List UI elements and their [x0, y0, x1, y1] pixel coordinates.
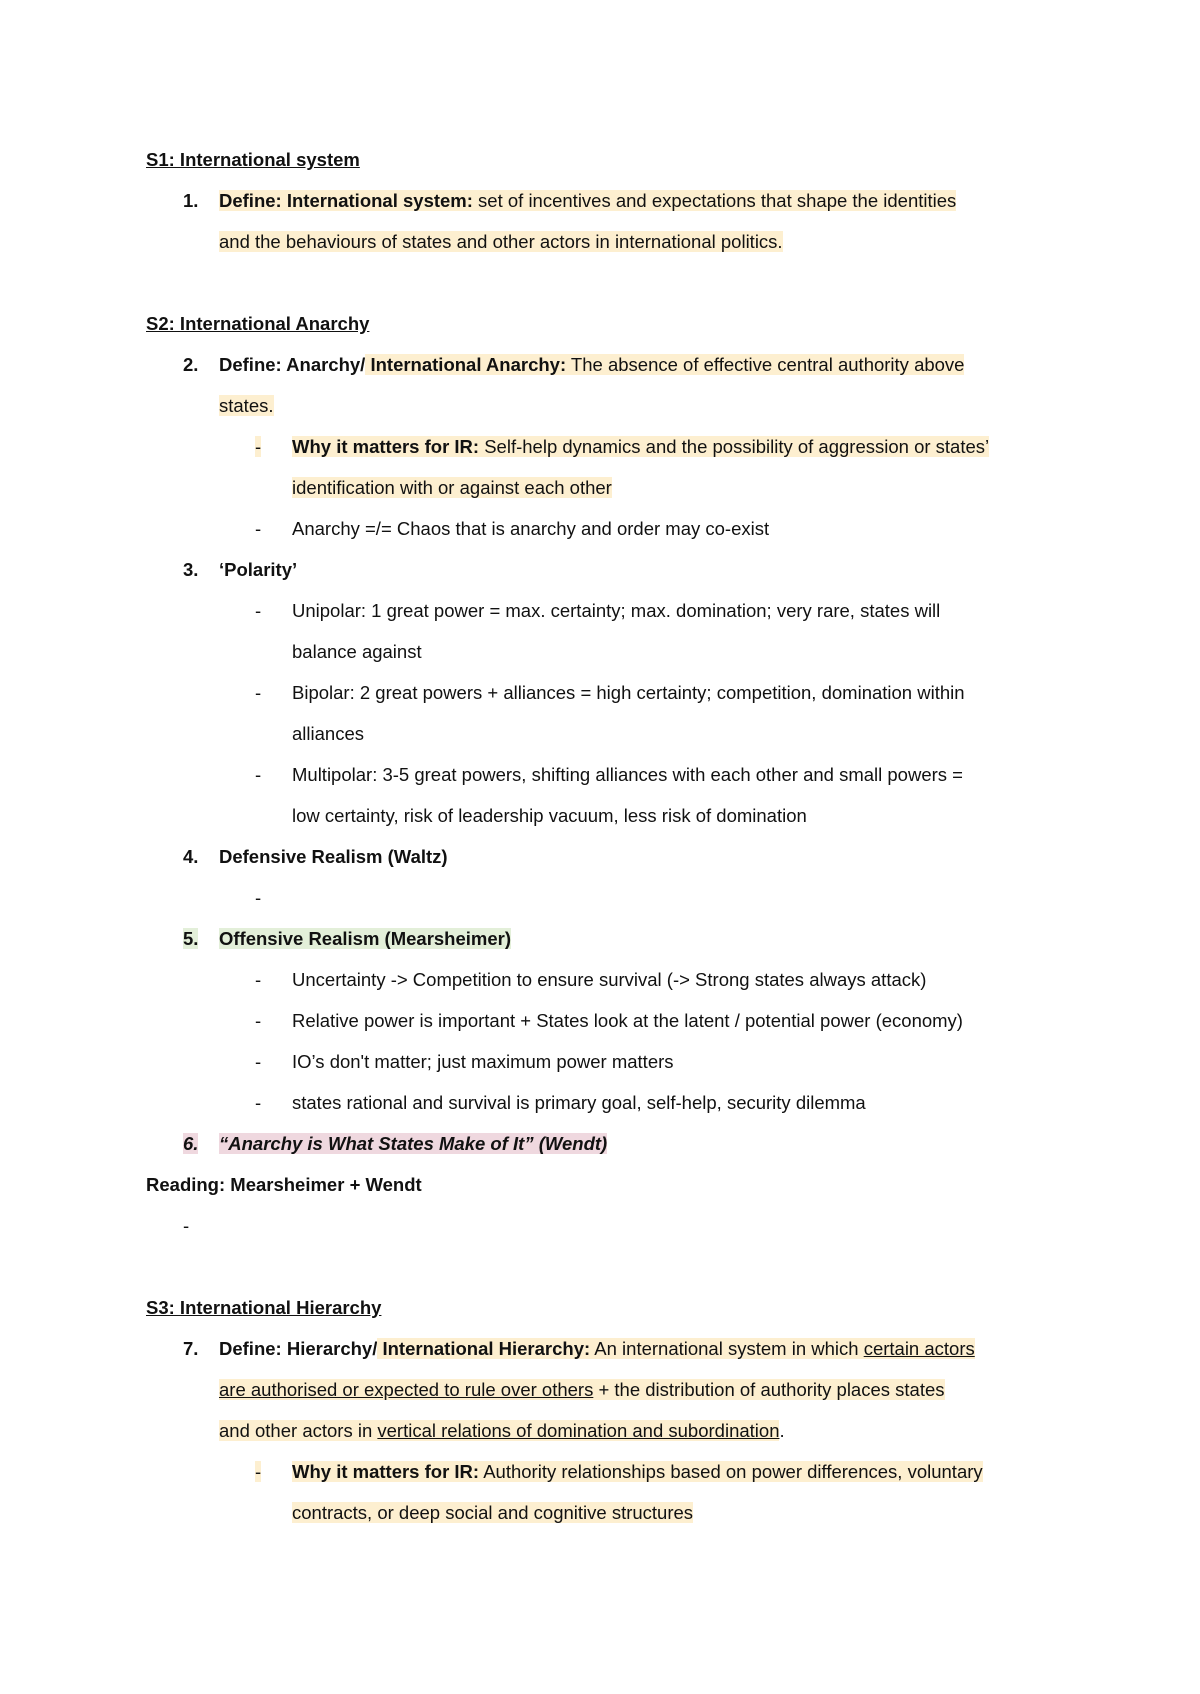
item-1-text-b: and the behaviours of states and other actors in international politics. [219, 231, 783, 252]
item-2-text-b: states. [219, 395, 274, 416]
bullet-dash: - [255, 969, 262, 990]
bullet-dash: - [255, 682, 262, 703]
item-2-bullet-2: Anarchy =/= Chaos that is anarchy and order may co-exist [292, 518, 770, 539]
item-2-term-a: Define: Anarchy/ [219, 354, 366, 375]
item-2-term-b: International Anarchy: [365, 354, 567, 375]
item-3-bullet-3-line-2: low certainty, risk of leadership vacuum, less risk of domination [292, 805, 807, 826]
item-3-bullet-1-line-1: Unipolar: 1 great power = max. certainty; max. domination; very rare, states will [292, 600, 941, 621]
bullet-dash: - [255, 1461, 262, 1482]
item-number-1: 1. [183, 190, 199, 211]
item-7-bullet-1-line-1: Why it matters for IR: Authority relationships based on power differences, voluntary [292, 1461, 983, 1482]
item-3-title: ‘Polarity’ [219, 559, 298, 580]
item-5-bullet-4: states rational and survival is primary goal, self-help, security dilemma [292, 1092, 866, 1113]
why-it-matters-label: Why it matters for IR: [292, 436, 480, 457]
item-number-2: 2. [183, 354, 199, 375]
bullet-dash: - [255, 1051, 262, 1072]
item-2-bullet-1-line-1: Why it matters for IR: Self-help dynamics and the possibility of aggression or states’ [292, 436, 990, 457]
item-7-term-a: Define: Hierarchy/ [219, 1338, 378, 1359]
item-4-title: Defensive Realism (Waltz) [219, 846, 448, 867]
item-number-3: 3. [183, 559, 199, 580]
item-2-line-2 [219, 393, 274, 419]
item-5-bullet-2: Relative power is important + States look at the latent / potential power (economy) [292, 1010, 963, 1031]
item-3-bullet-1-line-2: balance against [292, 641, 422, 662]
item-number-7: 7. [183, 1338, 199, 1359]
item-number-5: 5. [183, 928, 199, 949]
section-heading-s2: S2: International Anarchy [146, 313, 370, 334]
item-7-term-b: International Hierarchy: [377, 1338, 591, 1359]
item-5-bullet-3: IO’s don't matter; just maximum power matters [292, 1051, 674, 1072]
item-2-line-1 [219, 352, 964, 378]
bullet-dash: - [255, 518, 262, 539]
item-5-bullet-1: Uncertainty -> Competition to ensure survival (-> Strong states always attack) [292, 969, 927, 990]
item-2-text-a: The absence of effective central authority above [566, 354, 965, 375]
item-7-bullet-1-line-2: contracts, or deep social and cognitive structures [292, 1502, 694, 1523]
item-5-title: Offensive Realism (Mearsheimer) [219, 928, 512, 949]
reading-line: Reading: Mearsheimer + Wendt [146, 1174, 422, 1195]
item-number-6: 6. [183, 1133, 199, 1154]
item-1-line-2 [219, 229, 783, 255]
bullet-dash: - [255, 600, 262, 621]
section-heading-s1: S1: International system [146, 149, 360, 170]
item-1-text-a: set of incentives and expectations that shape the identities [472, 190, 957, 211]
item-3-bullet-2-line-2: alliances [292, 723, 364, 744]
item-3-bullet-2-line-1: Bipolar: 2 great powers + alliances = high certainty; competition, domination within [292, 682, 965, 703]
item-7-line-3: and other actors in vertical relations of domination and subordination. [219, 1420, 785, 1441]
item-6-title: “Anarchy is What States Make of It” (Wendt) [219, 1133, 608, 1154]
bullet-dash: - [255, 764, 262, 785]
item-number-4: 4. [183, 846, 199, 867]
why-it-matters-label: Why it matters for IR: [292, 1461, 480, 1482]
item-7-line-2: are authorised or expected to rule over others + the distribution of authority places states [219, 1379, 945, 1400]
reading-dash: - [183, 1215, 190, 1236]
item-1-line-1 [219, 188, 956, 214]
bullet-dash: - [255, 1010, 262, 1031]
item-3-bullet-3-line-1: Multipolar: 3-5 great powers, shifting alliances with each other and small powers = [292, 764, 963, 785]
item-1-term: Define: International system: [219, 190, 473, 211]
item-2-bullet-1-line-2: identification with or against each other [292, 477, 612, 498]
bullet-dash: - [255, 436, 262, 457]
bullet-dash: - [255, 887, 262, 908]
item-7-line-1: Define: Hierarchy/ International Hierarchy: An international system in which certain actors [219, 1338, 975, 1359]
section-heading-s3: S3: International Hierarchy [146, 1297, 382, 1318]
bullet-dash: - [255, 1092, 262, 1113]
